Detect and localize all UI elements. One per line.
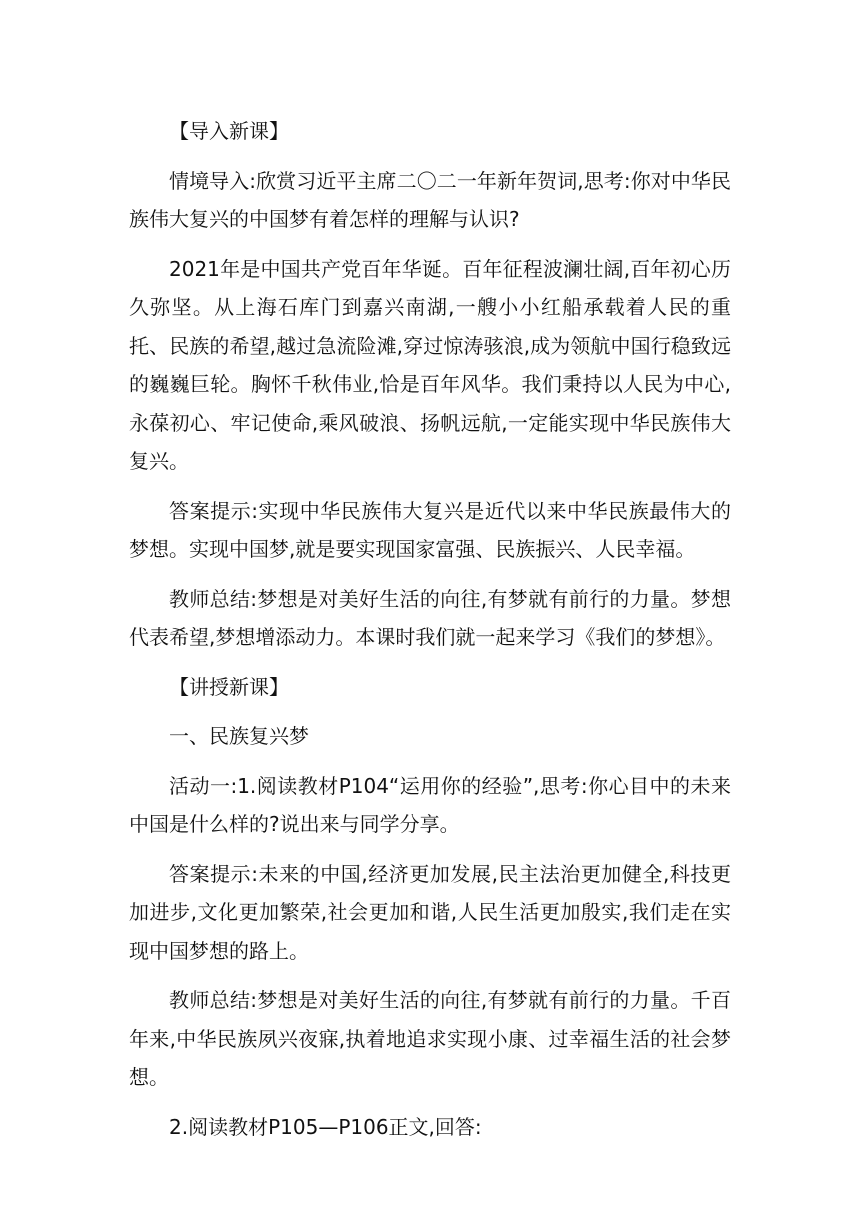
paragraph-teacher-summary-1: 教师总结:梦想是对美好生活的向往,有梦就有前行的力量。梦想代表希望,梦想增添动力。本课时我们就一起来学习《我们的梦想》。 — [129, 586, 731, 649]
subsection-heading-national-rejuvenation: 一、民族复兴梦 — [169, 724, 309, 748]
section-heading-intro: 【导入新课】 — [169, 119, 289, 143]
document-body — [129, 112, 731, 1157]
paragraph-teacher-summary-2: 教师总结:梦想是对美好生活的向往,有梦就有前行的力量。千百年来,中华民族夙兴夜寐,执着地追求实现小康、过幸福生活的社会梦想。 — [129, 988, 731, 1089]
paragraph-party-centenary: 2021年是中国共产党百年华诞。百年征程波澜壮阔,百年初心历久弥坚。从上海石库门到嘉兴南湖,一艘小小红船承载着人民的重托、民族的希望,越过急流险滩,穿过惊涛骇浪,成为领航中国行稳致远的巍巍巨轮。胸怀千秋伟业,恰是百年风华。我们秉持以人民为中心,永葆初心、牢记使命,乘风破浪、扬帆远航,一定能实现中华民族伟大复兴。 — [129, 256, 731, 473]
paragraph-answer-hint-2: 答案提示:未来的中国,经济更加发展,民主法治更加健全,科技更加进步,文化更加繁荣,社会更加和谐,人民生活更加殷实,我们走在实现中国梦想的路上。 — [129, 861, 731, 963]
section-heading-lecture: 【讲授新课】 — [169, 674, 289, 699]
paragraph-reading-task-2: 2.阅读教材P105—P106正文,回答: — [169, 1114, 482, 1139]
paragraph-answer-hint-1: 答案提示:实现中华民族伟大复兴是近代以来中华民族最伟大的梦想。实现中国梦,就是要实现国家富强、民族振兴、人民幸福。 — [129, 498, 731, 561]
paragraph-activity-1: 活动一:1.阅读教材P104“运用你的经验”,思考:你心目中的未来中国是什么样的?说出来与同学分享。 — [129, 773, 731, 836]
paragraph-situation-intro: 情境导入:欣赏习近平主席二〇二一年新年贺词,思考:你对中华民族伟大复兴的中国梦有着怎样的理解与认识? — [129, 168, 731, 231]
